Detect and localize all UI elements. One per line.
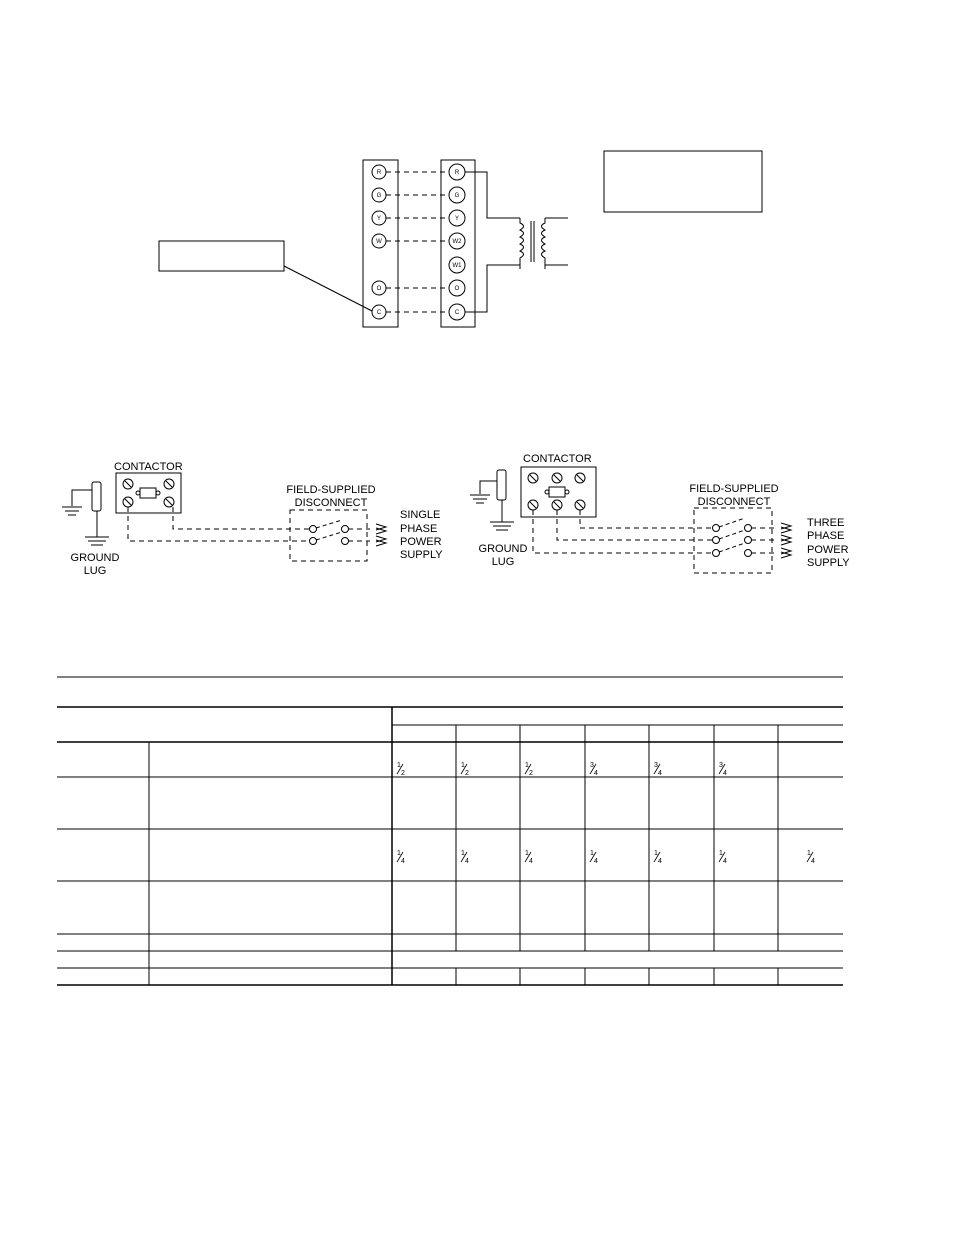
supply-label: SUPPLY [807, 557, 850, 569]
coil-icon [140, 488, 156, 498]
supply-label: POWER [807, 544, 849, 556]
contactor-label: CONTACTOR [114, 461, 183, 473]
table-row-fractions-3 [397, 850, 815, 865]
single-phase-labels [71, 461, 444, 577]
value-column-lines [456, 725, 778, 985]
ground-lug-label: GROUND [70, 552, 120, 564]
ground-lug-label: GROUND [478, 543, 528, 555]
svg-text:4: 4 [465, 858, 469, 865]
terminal-label: O [376, 286, 382, 292]
svg-text:1: 1 [461, 850, 465, 857]
supply-label: SUPPLY [400, 549, 443, 561]
callout-box-right [604, 151, 762, 212]
callout-leader [284, 266, 372, 311]
ground-lug-label: LUG [491, 556, 515, 568]
fraction-cell [397, 762, 405, 777]
svg-text:3: 3 [719, 762, 723, 769]
disconnect-label: FIELD-SUPPLIED [286, 484, 376, 496]
svg-text:1: 1 [397, 850, 401, 857]
contactor-label: CONTACTOR [523, 453, 592, 465]
fraction-cell [807, 850, 815, 865]
svg-text:1: 1 [654, 850, 658, 857]
terminal-label: C [376, 310, 382, 316]
terminal-label: Y [376, 216, 382, 222]
svg-text:1: 1 [525, 850, 529, 857]
fraction-cell [525, 850, 533, 865]
disconnect-label: DISCONNECT [697, 496, 771, 508]
fraction-cell [590, 850, 598, 865]
coil-icon [549, 487, 565, 497]
supply-label: PHASE [400, 523, 438, 535]
ground-lug-icon [497, 470, 506, 500]
callout-box-left [159, 241, 284, 271]
fraction-cell [654, 850, 662, 865]
disconnect-box [290, 510, 367, 561]
ground-lug-icon [92, 482, 101, 511]
terminal-label: W [376, 239, 382, 245]
svg-text:1: 1 [719, 850, 723, 857]
transformer [465, 172, 568, 312]
svg-text:4: 4 [658, 770, 662, 777]
fraction-cell [719, 850, 727, 865]
svg-text:3: 3 [590, 762, 594, 769]
fraction-cell [397, 850, 405, 865]
svg-text:4: 4 [811, 858, 815, 865]
terminal-label: Y [454, 216, 460, 222]
supply-label: THREE [807, 517, 845, 529]
fraction-cell [461, 850, 469, 865]
terminal-label: R [454, 170, 460, 176]
terminal-label: O [454, 286, 460, 292]
disconnect-label: DISCONNECT [294, 497, 368, 509]
fraction-cell [719, 762, 727, 777]
svg-text:3: 3 [654, 762, 658, 769]
terminal-label: G [376, 193, 382, 199]
svg-text:1: 1 [525, 762, 529, 769]
svg-text:4: 4 [658, 858, 662, 865]
svg-text:4: 4 [401, 858, 405, 865]
svg-text:1: 1 [397, 762, 401, 769]
supply-label: PHASE [807, 530, 845, 542]
svg-text:1: 1 [590, 850, 594, 857]
supply-label: POWER [400, 536, 442, 548]
ground-lug-label: LUG [83, 565, 107, 577]
disconnect-label: FIELD-SUPPLIED [689, 483, 779, 495]
fraction-cell [525, 762, 533, 777]
field-wiring [386, 172, 449, 312]
svg-text:2: 2 [401, 770, 405, 777]
fraction-cell [654, 762, 662, 777]
fraction-cell [461, 762, 469, 777]
svg-text:4: 4 [723, 770, 727, 777]
terminal-label: G [454, 193, 460, 199]
svg-text:4: 4 [594, 770, 598, 777]
three-phase-labels [479, 453, 851, 569]
terminal-label: W1 [452, 263, 462, 269]
svg-text:4: 4 [594, 858, 598, 865]
fraction-cell [590, 762, 598, 777]
svg-text:1: 1 [461, 762, 465, 769]
terminal-label: C [454, 310, 460, 316]
data-table [57, 677, 843, 985]
terminal-label: W2 [452, 239, 462, 245]
table-row-fractions-1 [397, 762, 727, 777]
svg-text:1: 1 [807, 850, 811, 857]
svg-text:2: 2 [529, 770, 533, 777]
supply-label: SINGLE [400, 509, 441, 521]
svg-text:2: 2 [465, 770, 469, 777]
svg-text:4: 4 [723, 858, 727, 865]
svg-text:4: 4 [529, 858, 533, 865]
terminal-label: R [376, 170, 382, 176]
